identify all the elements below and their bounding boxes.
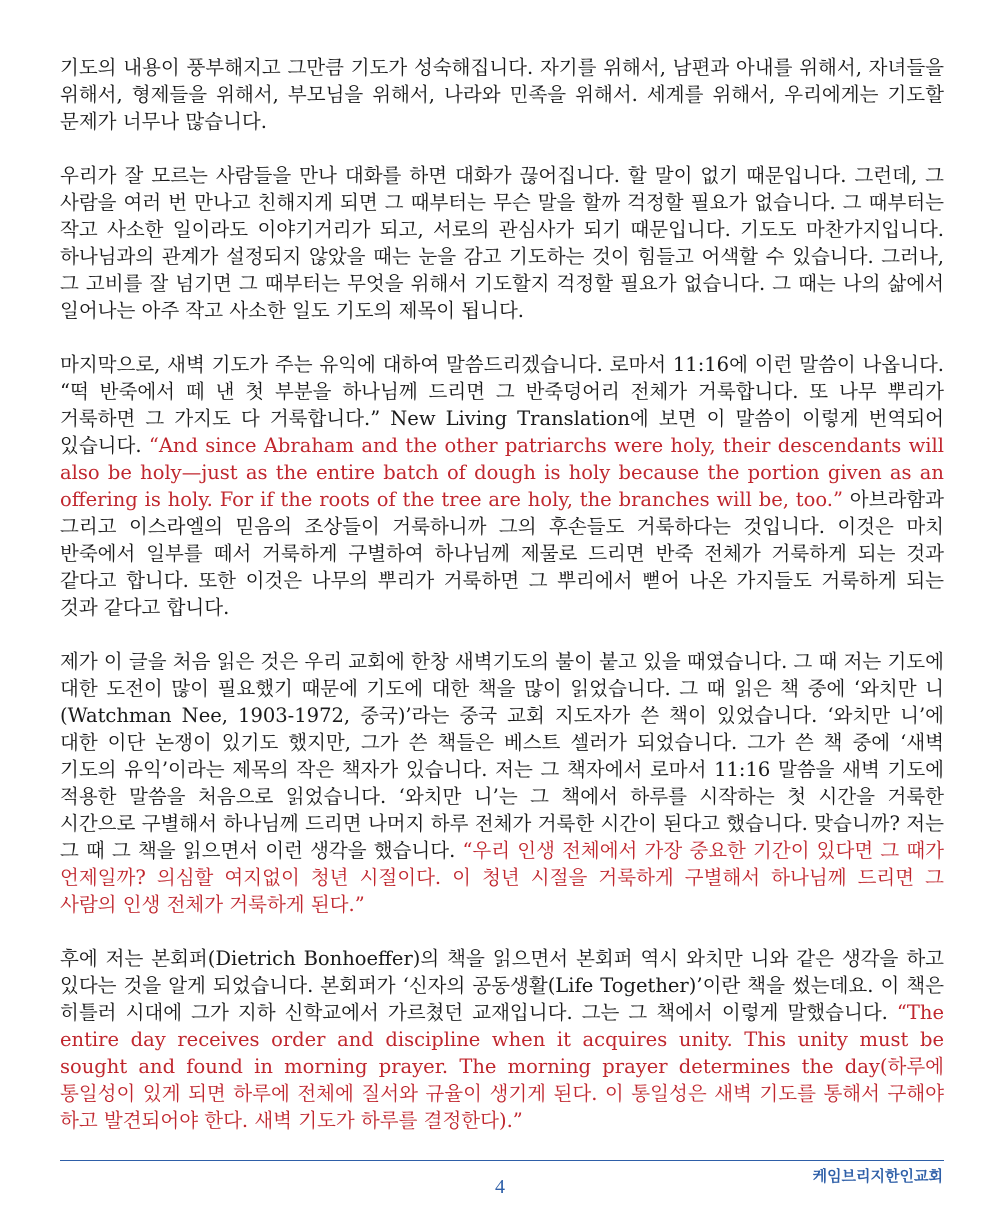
paragraph-bonhoeffer xyxy=(60,945,944,1134)
paragraph-text: 아브라함과 그리고 이스라엘의 믿음의 조상들이 거룩하니까 그의 후손들도 거룩하다는 것입니다. 이것은 마치 반죽에서 일부를 떼서 거룩하게 구별하여 하나님께 제물로 드리면 반죽 전체가 거룩하게 되는 것과 같다고 합니다. 또한 이것은 나무의 뿌리가 거룩하면 그 뿌리에서 뻗어 나온 가지들도 거룩하게 되는 것과 같다고 합니다. xyxy=(60,488,944,619)
paragraph-conversation-analogy xyxy=(60,162,944,324)
footer-divider xyxy=(60,1160,944,1161)
nlt-quote: “And since Abraham and the other patriarchs were holy, their descendants will also be holy—just as the entire batch of dough is holy because the portion given as an offering is holy. For if the roots of the tree are holy, the branches will be, too.” xyxy=(60,434,944,511)
paragraph-text: 우리가 잘 모르는 사람들을 만나 대화를 하면 대화가 끊어집니다. 할 말이 없기 때문입니다. 그런데, 그 사람을 여러 번 만나고 친해지게 되면 그 때부터는 무슨 말을 할까 걱정할 필요가 없습니다. 그 때부터는 작고 사소한 일이라도 이야기거리가 되고, 서로의 관심사가 되기 때문입니다. 기도도 마찬가지입니다. 하나님과의 관계가 설정되지 않았을 때는 눈을 감고 기도하는 것이 힘들고 어색할 수 있습니다. 그러나, 그 고비를 잘 넘기면 그 때부터는 무엇을 위해서 기도할지 걱정할 필요가 없습니다. 그 때는 나의 삶에서 일어나는 아주 작고 사소한 일도 기도의 제목이 됩니다. xyxy=(60,164,944,322)
paragraph-romans-11-16 xyxy=(60,351,944,621)
paragraph-text: 기도의 내용이 풍부해지고 그만큼 기도가 성숙해집니다. 자기를 위해서, 남편과 아내를 위해서, 자녀들을 위해서, 형제들을 위해서, 부모님을 위해서, 나라와 민족을 위해서. 세계를 위해서, 우리에게는 기도할 문제가 너무나 많습니다. xyxy=(60,56,944,133)
church-name: 케임브리지한인교회 xyxy=(812,1167,943,1185)
paragraph-watchman-nee xyxy=(60,648,944,918)
paragraph-text: 제가 이 글을 처음 읽은 것은 우리 교회에 한창 새벽기도의 불이 붙고 있을 때였습니다. 그 때 저는 기도에 대한 도전이 많이 필요했기 때문에 기도에 대한 책을 많이 읽었습니다. 그 때 읽은 책 중에 ‘와치만 니(Watchman Nee, 1903-1972, 중국)’라는 중국 교회 지도자가 쓴 책이 있었습니다. ‘와치만 니’에 대한 이단 논쟁이 있기도 했지만, 그가 쓴 책들은 베스트 셀러가 되었습니다. 그가 쓴 책 중에 ‘새벽 기도의 유익’이라는 제목의 작은 책자가 있습니다. 저는 그 책자에서 로마서 11:16 말씀을 새벽 기도에 적용한 말씀을 처음으로 읽었습니다. ‘와치만 니’는 그 책에서 하루를 시작하는 첫 시간을 거룩한 시간으로 구별해서 하나님께 드리면 나머지 하루 전체가 거룩한 시간이 된다고 했습니다. 맞습니까? 저는 그 때 그 책을 읽으면서 이런 생각을 했습니다. xyxy=(60,650,944,862)
page-number: 4 xyxy=(495,1176,505,1198)
paragraph-prayer-topics xyxy=(60,54,944,135)
youth-quote: “우리 인생 전체에서 가장 중요한 기간이 있다면 그 때가 언제일까? 의심할 여지없이 청년 시절이다. 이 청년 시절을 거룩하게 구별해서 하나님께 드리면 그 사람의 인생 전체가 거룩하게 된다.” xyxy=(60,839,944,916)
paragraph-text: 마지막으로, 새벽 기도가 주는 유익에 대하여 말씀드리겠습니다. 로마서 11:16에 이런 말씀이 나옵니다. “떡 반죽에서 떼 낸 첫 부분을 하나님께 드리면 그 반죽덩어리 전체가 거룩합니다. 또 나무 뿌리가 거룩하면 그 가지도 다 거룩합니다.” New Living Translation에 보면 이 말씀이 이렇게 번역되어 있습니다. xyxy=(60,353,944,457)
bonhoeffer-quote: “The entire day receives order and discipline when it acquires unity. This unity must be sought and found in morning prayer. The morning prayer determines the day(하루에 통일성이 있게 되면 하루에 전체에 질서와 규율이 생기게 된다. 이 통일성은 새벽 기도를 통해서 구해야 하고 발견되어야 한다. 새벽 기도가 하루를 결정한다).” xyxy=(60,1001,944,1132)
document-body xyxy=(60,54,944,1134)
paragraph-text: 후에 저는 본회퍼(Dietrich Bonhoeffer)의 책을 읽으면서 본회퍼 역시 와치만 니와 같은 생각을 하고 있다는 것을 알게 되었습니다. 본회퍼가 ‘신자의 공동생활(Life Together)’이란 책을 썼는데요. 이 책은 히틀러 시대에 그가 지하 신학교에서 가르쳤던 교재입니다. 그는 그 책에서 이렇게 말했습니다. xyxy=(60,947,944,1024)
